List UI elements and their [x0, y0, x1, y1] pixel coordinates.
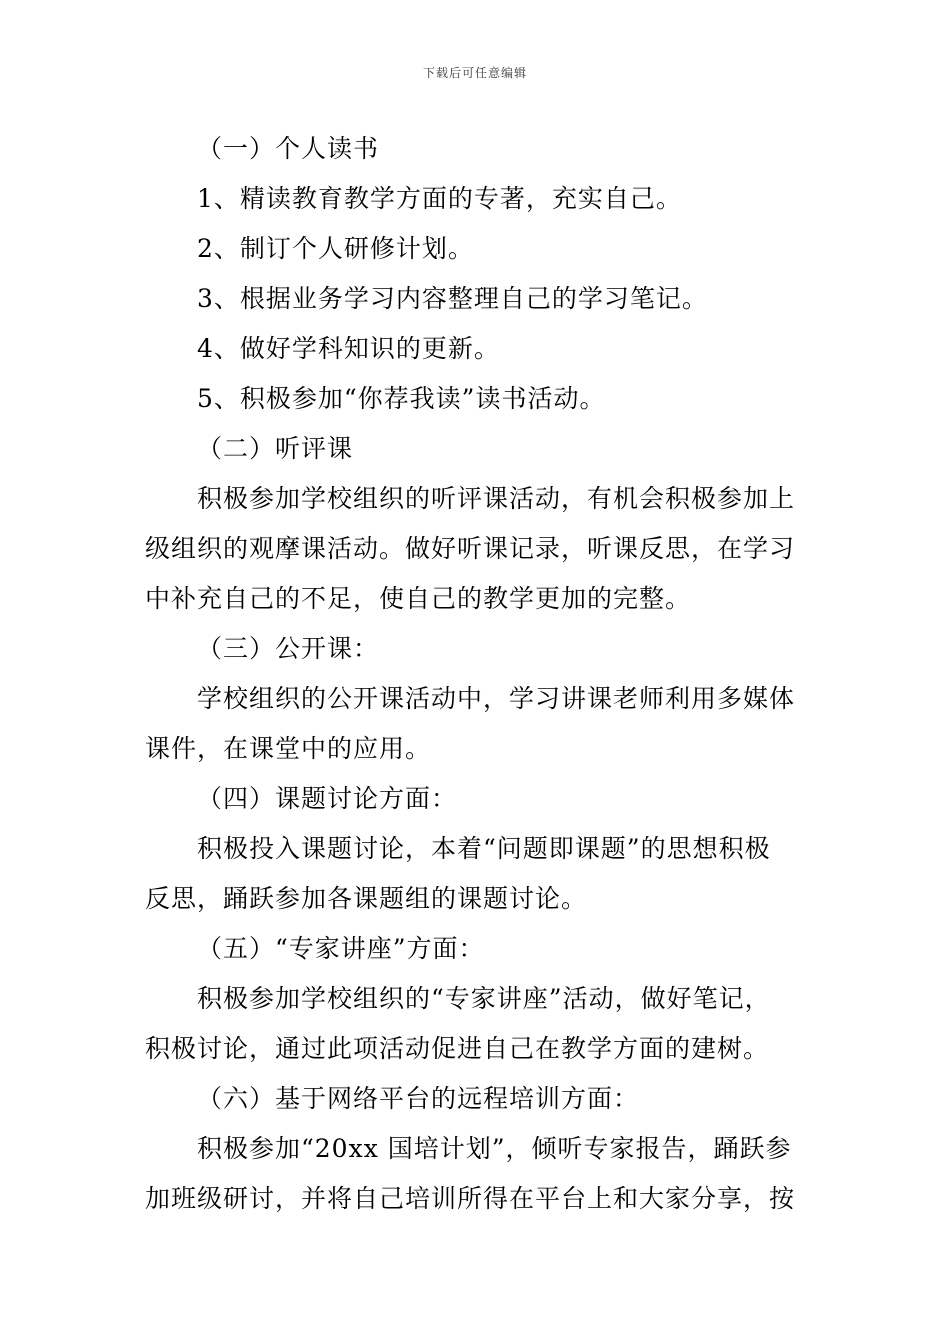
- list-item: 1、精读教育教学方面的专著，充实自己。: [197, 184, 682, 213]
- list-item: 2、制订个人研修计划。: [197, 234, 474, 263]
- paragraph-line: 学校组织的公开课活动中，学习讲课老师利用多媒体: [197, 684, 796, 713]
- section-heading: （二）听评课: [197, 434, 354, 463]
- section-heading: （三）公开课：: [197, 634, 380, 663]
- list-item: 3、根据业务学习内容整理自己的学习笔记。: [197, 284, 708, 313]
- paragraph-line: 反思，踊跃参加各课题组的课题讨论。: [145, 884, 588, 913]
- paragraph-line: 级组织的观摩课活动。做好听课记录，听课反思，在学习: [145, 534, 796, 563]
- paragraph-line: 积极参加“20xx 国培计划”，倾听专家报告，踊跃参: [197, 1134, 792, 1163]
- paragraph-line: 中补充自己的不足，使自己的教学更加的完整。: [145, 584, 692, 613]
- paragraph-line: 积极参加学校组织的“专家讲座”活动，做好笔记，: [197, 984, 771, 1013]
- list-item: 5、积极参加“你荐我读”读书活动。: [197, 384, 606, 413]
- paragraph-line: 积极参加学校组织的听评课活动，有机会积极参加上: [197, 484, 796, 513]
- section-heading: （六）基于网络平台的远程培训方面：: [197, 1084, 640, 1113]
- section-heading: （四）课题讨论方面：: [197, 784, 458, 813]
- section-heading: （五）“专家讲座”方面：: [197, 934, 485, 963]
- paragraph-line: 课件，在课堂中的应用。: [145, 734, 432, 763]
- paragraph-line: 积极讨论，通过此项活动促进自己在教学方面的建树。: [145, 1034, 770, 1063]
- section-heading: （一）个人读书: [197, 134, 380, 163]
- paragraph-line: 积极投入课题讨论，本着“问题即课题”的思想积极: [197, 834, 771, 863]
- paragraph-line: 加班级研讨，并将自己培训所得在平台上和大家分享，按: [145, 1184, 796, 1213]
- list-item: 4、做好学科知识的更新。: [197, 334, 500, 363]
- document-body: [145, 124, 810, 1224]
- page-header: 下载后可任意编辑: [422, 66, 527, 80]
